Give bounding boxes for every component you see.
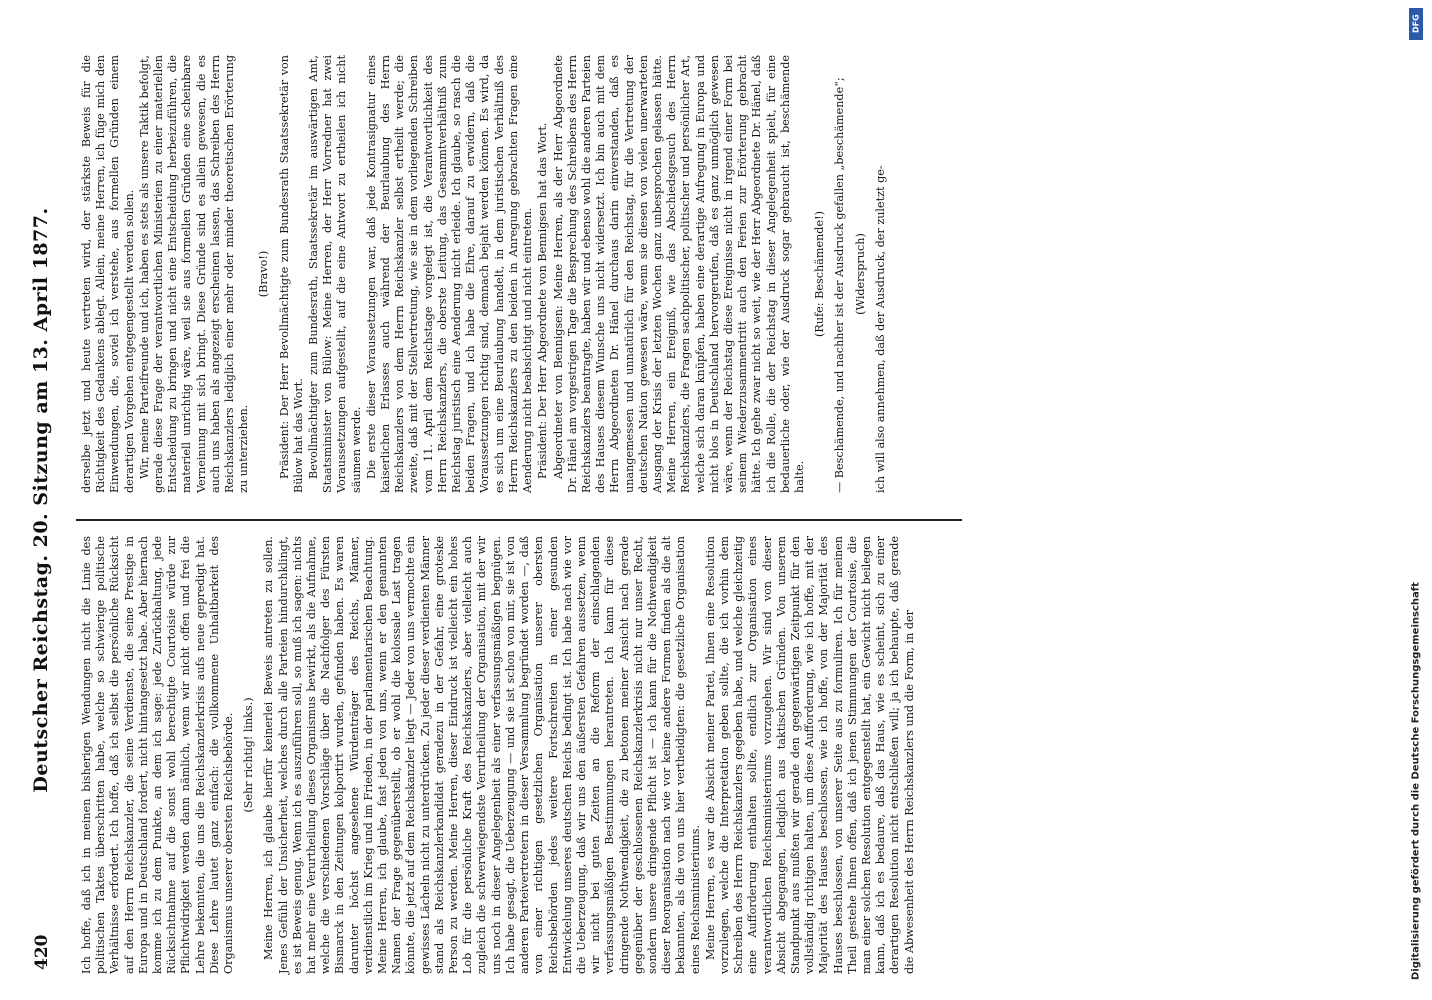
left-interjection: (Sehr richtig! links.): [242, 697, 256, 813]
right-paragraph: Abgeordneter von Bennigsen: Meine Herren, als der Herr Abgeordnete Dr. Hänel am vorgestrigen Tage die Besprechung des Schreibens des Herrn Reichskanzlers beantragte, haben wir und ebenso wohl die anderen Parteien des Hauses diesem Wunsche uns nicht widersetzt. Ich bin auch mit dem Herrn Abgeordneten Dr. Hänel durchaus darin einverstanden, daß es unangemessen und unnatürlich für den Reichstag, für die Vertretung der deutschen Nation gewesen wäre, wenn sie diesen von vielen unerwarteten Ausgang der Krisis der letzten Wochen ganz unbesprochen gelassen hätte. Meine Herren, ein Ereigniß, wie das Abschiedsgesuch des Herrn Reichskanzlers, die Fragen sachpolitischer, politischer und persönlicher Art, welche sich daran knüpfen, haben eine derartige Aufregung in Europa und nicht blos in Deutschland hervorgerufen, daß es ganz unmöglich gewesen wäre, wenn der Reichstag diese Ereignisse nicht in irgend einer Form bei seinem Wiederzusammentritt auch den Ferien zur Erörterung gebracht hätte. Ich gehe zwar nicht so weit, wie der Herr Abgeordnete Dr. Hänel, daß ich die Rolle, die der Reichstag in dieser Angelegenheit spielt, für eine bedauerliche oder, wie der Ausdruck sogar gebraucht ist, beschämende halte.: [551, 55, 806, 493]
column-divider: [76, 520, 962, 522]
dfg-logo: DFG: [1409, 8, 1423, 40]
president-speech: Präsident: Der Herr Abgeordnete von Bennigsen hat das Wort.: [536, 122, 550, 479]
right-paragraph: ich will also annehmen, daß der Ausdruck, der zuletzt ge-: [873, 165, 887, 493]
right-paragraph: Wir, meine Parteifreunde und ich, haben es stets als unsere Taktik befolgt, gerade diese Frage der verantwortlichen Ministerien zu einer materiellen Entscheidung zu bringen und nicht eine Entscheidung herbeizuführen, die materiell unrichtig wäre, weil sie aus formellen Gründen eine scheinbare Verneinung mit sich bringt. Diese Gründe sind es allein gewesen, die es auch uns haben als angezeigt erscheinen lassen, das Schreiben des Herrn Reichskanzlers lediglich einer mehr oder minder theoretischen Erörterung zu unterziehen.: [137, 55, 251, 493]
left-paragraph: Meine Herren, ich glaube hierfür keinerlei Beweis antreten zu sollen. Jenes Gefühl der Unsicherheit, welches durch alle Parteien hindurchklingt, es ist Beweis genug. Wenn ich es auszuführen soll, so muß ich sagen: nichts hat mehr eine Verurtheilung dieses Organismus bewirkt, als die Aufnahme, welche die verschiedenen Vorschläge über die Nachfolger des Fürsten Bismarck in den Zeitungen kolportirt wurden, gefunden haben. Es waren darunter höchst angesehene Würdenträger des Reichs, Männer, verdienstlich im Krieg und im Frieden, in der parlamentarischen Beachtung. Meine Herren, ich glaube, fast jeden von uns, wenn er den genannten Namen der Frage gegenüberstellt, ob er wohl die kolossale Last tragen könnte, die jetzt auf dem Reichskanzler liegt — Jeder von uns vermochte ein gewisses Lächeln nicht zu unterdrücken. Zu jeder dieser verdienten Männer stand als Reichskanzlerkandidat geradezu in der Gefahr, eine groteske Person zu werden. Meine Herren, dieser Eindruck ist vielleicht ein hohes Lob für die persönliche Kraft des Reichskanzlers, aber vielleicht auch zugleich die schwerwiegendste Verurtheilung der Organisation, mit der wir uns noch in dieser Angelegenheit als einer verfassungsmäßigen begnügen. Ich habe gesagt, die Ueberzeugung — und sie ist schon von mir, sie ist von anderen Parteivertretern in dieser Versammlung begründet worden —, daß von einer richtigen gesetzlichen Organisation unserer obersten Reichsbehörden jedes weitere Fortschreiten in einer gesunden Entwickelung unseres deutschen Reichs bedingt ist. Ich habe nach wie vor die Ueberzeugung, daß wir uns den äußersten Gefahren aussetzen, wenn wir nicht bei guten Zeiten an die Reform der einschlagenden verfassungsmäßigen Bestimmungen herantreten. Ich kann für diese dringende Nothwendigkeit, die zu betonen meiner Ansicht nach gerade gegenüber der geschlossenen Reichskanzlerkrisis nicht nur unser Recht, sondern unsere dringende Pflicht ist — ich kann für die Nothwendigkeit dieser Reorganisation nach wie vor keine andere Formen finden als die alt bekannten, als die von uns hier vertheidigten: die gesetzliche Organisation eines Reichsministeriums.: [262, 536, 702, 974]
page-number: 420: [32, 934, 52, 970]
left-paragraph: Meine Herren, es war die Absicht meiner Partei, Ihnen eine Resolution vorzulegen, welche die Interpretation geben sollte, die ich vorhin dem Schreiben des Herrn Reichskanzlers gegeben habe, und welche gleichzeitig eine Aufforderung enthalten sollte, endlich zur Organisation eines verantwortlichen Reichsministeriums vorzugehen. Wir sind von dieser Absicht abgegangen, lediglich aus taktischen Gründen. Von unserem Standpunkt aus mußten wir gerade den gegenwärtigen Zeitpunkt für den vollständig richtigen halten, um diese Aufforderung, wie ich hoffe, mit der Majorität des Hauses beschlossen, wie ich hoffe, von der Majorität des Hauses beschlossen, von unserer Seite aus zu formuliren. Ich für meinen Theil gestehe Ihnen offen, daß ich jenen Stimmungen der Courtoisie, die man einer solchen Resolution entgegenstellt hat, ein Gewicht nicht beilegen kann, daß ich es bedaure, daß das Haus, wie es scheint, sich zu einer derartigen Resolution nicht entschließen will; ja ich behaupte, daß gerade die Abwesenheit des Herrn Reichskanzlers und die Form, in der: [703, 536, 916, 974]
right-paragraph: derselbe jetzt und heute vertreten wird, der stärkste Beweis für die Richtigkeit des Gedankens ablegt. Allein, meine Herren, ich füge mich den Einwendungen, die, soviel ich verstehe, aus formellen Gründen einem derartigen Vorgehen entgegengestellt werden sollen.: [80, 55, 136, 493]
right-paragraph: — Beschämende, und nachher ist der Ausdruck gefallen „beschämende“;: [833, 77, 847, 493]
right-paragraph: Bevollmächtigter zum Bundesrath, Staatssekretär im auswärtigen Amt, Staatsminister von Bülow: Meine Herren, der Herr Vorredner hat zwei Voraussetzungen aufgestellt, auf die eine Antwort zu ertheilen ich nicht säumen werde.: [307, 55, 363, 493]
page-header: Deutscher Reichstag. 20. Sitzung am 13. April 1877.: [30, 207, 52, 793]
president-speech: Präsident: Der Herr Bevollmächtigte zum Bundesrath Staatssekretär von Bülow hat das Wort.: [277, 55, 305, 493]
watermark-strip: [1404, 8, 1428, 988]
right-interjection: (Rufe: Beschämende!): [813, 211, 827, 337]
right-paragraph: Die erste dieser Voraussetzungen war, daß jede Kontrasignatur eines kaiserlichen Erlasses auch während der Beurlaubung des Herrn Reichskanzlers von dem Herrn Reichskanzler selbst ertheilt werde; die zweite, daß mit der Stellvertretung, wie sie in dem vorliegenden Schreiben vom 11. April dem Reichstage vorgelegt ist, die Verantwortlichkeit des Herrn Reichskanzlers, die oberste Leitung, das Gesammtverhältniß zum Reichstag juristisch eine Aenderung nicht erleide. Ich glaube, so rasch die beiden Fragen, und ich habe die Ehre, darauf zu erwidern, daß die Voraussetzungen richtig sind, demnach bejaht werden können. Es wird, da es sich um eine Beurlaubung handelt, in dem juristischen Verhältniß des Herrn Reichskanzlers zu den beiden in Anregung gebrachten Fragen eine Aenderung nicht beabsichtigt und nicht eintreten.: [364, 55, 535, 493]
right-interjection: (Widerspruch): [853, 233, 867, 315]
left-column: [80, 536, 918, 974]
left-paragraph: Ich hoffe, daß ich in meinen bisherigen Wendungen nicht die Linie des politischen Taktes überschritten habe, welche so schwierige politische Verhältnisse erfordert. Ich hoffe, daß ich selbst die persönliche Rücksicht auf den Herrn Reichskanzler, die seine Verdienste, die seine Prestige in Europa und in Deutschland fordert, nicht hintangesetzt habe. Aber hiernach komme ich zu dem Punkte, an dem ich sage: jede Zurückhaltung, jede Rücksichtnahme auf die sonst wohl berechtigte Courtoisie würde zur Pflichtwidrigkeit werden dann nämlich, wenn wir nicht offen und frei die Lehre bekennten, die uns die Reichskanzlerkrisis aufs neue gepredigt hat. Diese Lehre lautet ganz einfach: die vollkommene Unhaltbarkeit des Organismus unserer obersten Reichsbehörde.: [80, 536, 236, 974]
watermark-text: Digitalisierung gefördert durch die Deutsche Forschungsgemeinschaft: [1410, 582, 1422, 980]
right-interjection: (Bravo!): [257, 250, 271, 298]
right-column: [80, 55, 889, 493]
